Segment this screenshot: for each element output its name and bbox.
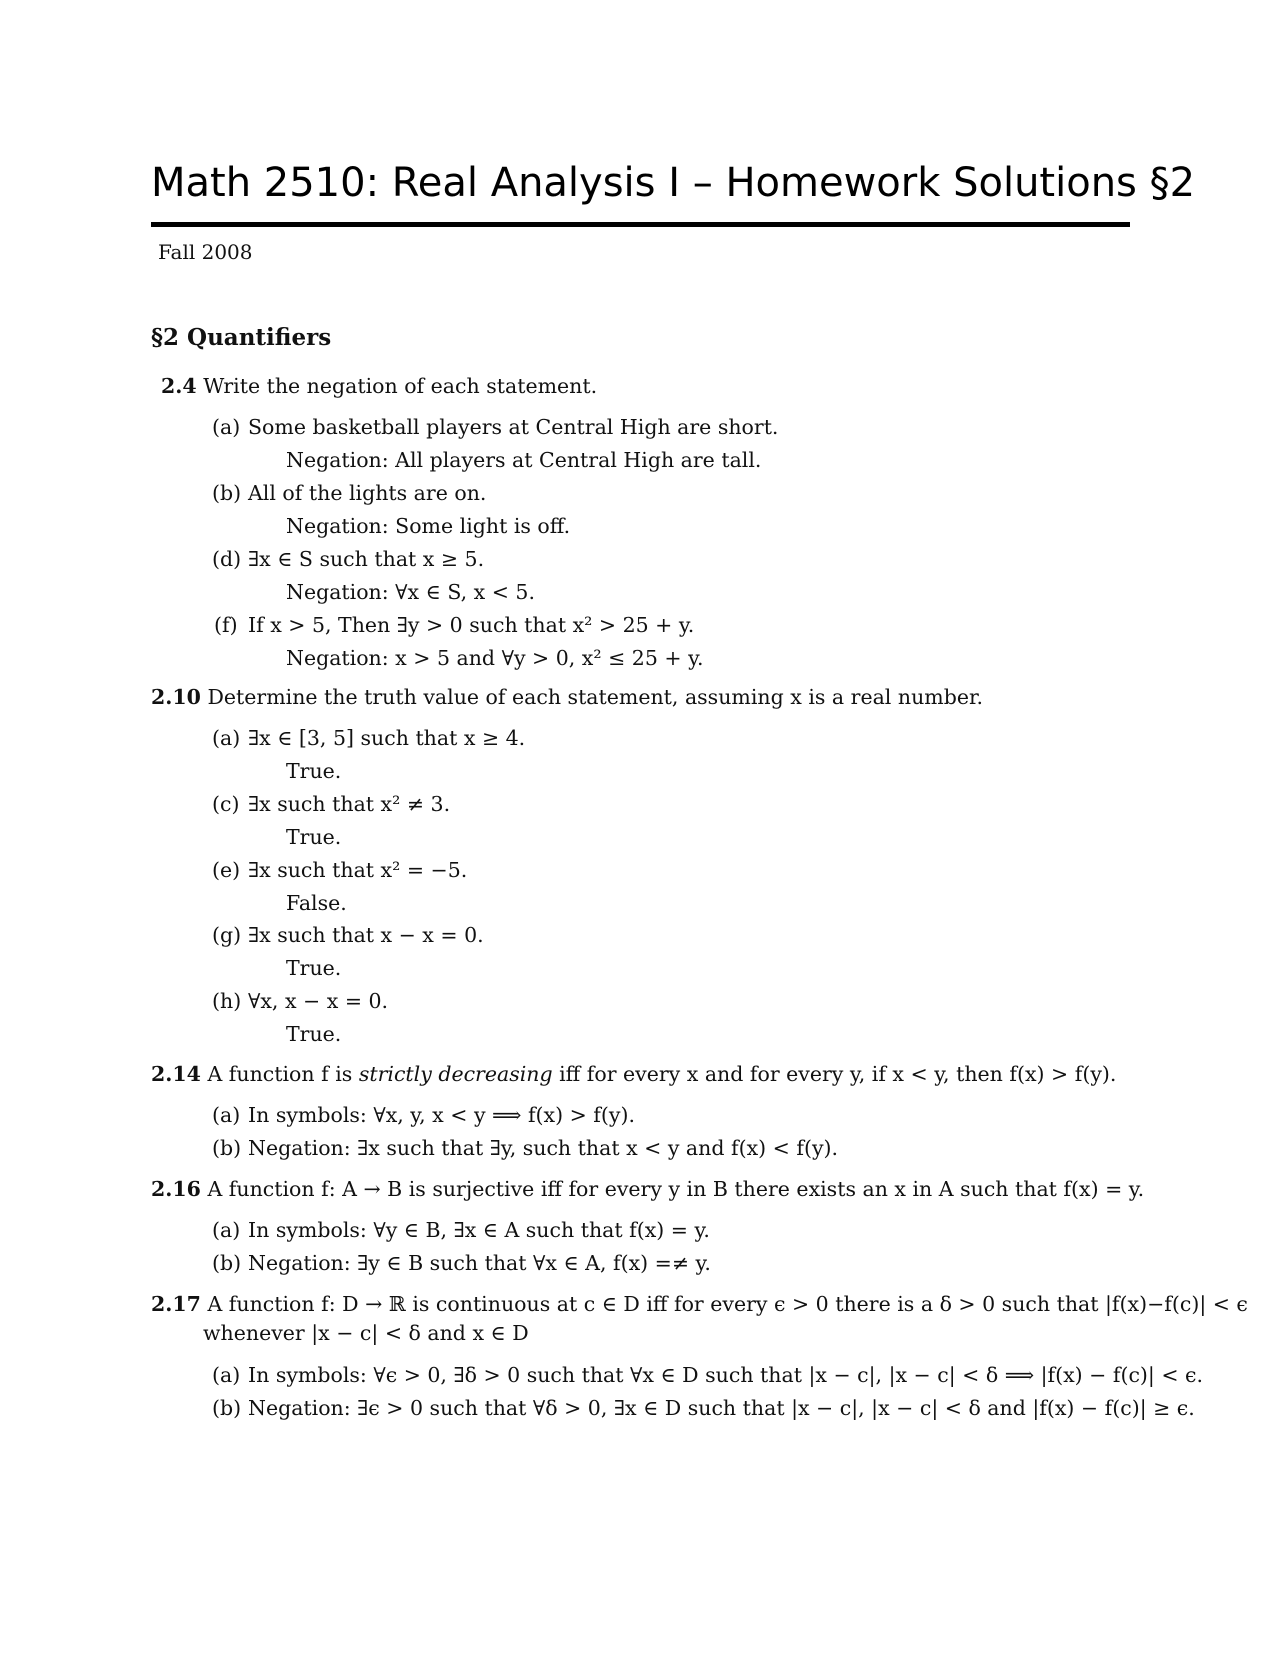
item-text: ∃x ∈ S such that x ≥ 5. (248, 547, 485, 571)
item-label: (f) (214, 613, 238, 637)
item-answer: Negation: Some light is off. (286, 514, 571, 538)
problem-number: 2.10 (151, 685, 201, 709)
problem-2-16 (151, 1179, 1144, 1200)
item-label: (b) (212, 1251, 242, 1275)
item-label: (g) (212, 923, 242, 947)
item-answer: Negation: x > 5 and ∀y > 0, x² ≤ 25 + y. (286, 646, 704, 670)
problem-text-after: iff for every x and for every y, if x < y, then f(x) > f(y). (552, 1062, 1117, 1086)
item-label: (b) (212, 1396, 242, 1420)
problem-2-17 (151, 1294, 1248, 1315)
item-text: ∃x such that x² ≠ 3. (248, 792, 451, 816)
item-label: (e) (212, 858, 241, 882)
date: Fall 2008 (158, 240, 253, 264)
item-answer: Negation: ∀x ∈ S, x < 5. (286, 580, 535, 604)
item-text: In symbols: ∀ϵ > 0, ∃δ > 0 such that ∀x ∈ D such that |x − c|, |x − c| < δ ⟹ |f(x) − f(c)| < ϵ. (248, 1363, 1204, 1387)
problem-number: 2.14 (151, 1062, 201, 1086)
problem-number: 2.4 (161, 374, 197, 398)
problem-text: Determine the truth value of each statement, assuming x is a real number. (207, 685, 984, 709)
item-text: In symbols: ∀x, y, x < y ⟹ f(x) > f(y). (248, 1103, 635, 1127)
item-answer: True. (286, 825, 342, 849)
problem-2-14 (151, 1064, 1116, 1085)
problem-text-before: A function f is (207, 1062, 359, 1086)
item-label: (a) (212, 1363, 241, 1387)
item-label: (b) (212, 1136, 242, 1160)
item-label: (h) (212, 989, 242, 1013)
item-label: (b) (212, 481, 242, 505)
item-text: ∀x, x − x = 0. (248, 989, 389, 1013)
problem-number: 2.16 (151, 1177, 201, 1201)
item-answer: Negation: All players at Central High are tall. (286, 448, 762, 472)
problem-text: Write the negation of each statement. (203, 374, 598, 398)
item-text: Negation: ∃y ∈ B such that ∀x ∈ A, f(x) =≠ y. (248, 1251, 711, 1275)
item-label: (a) (212, 415, 241, 439)
item-text: Negation: ∃ϵ > 0 such that ∀δ > 0, ∃x ∈ D such that |x − c|, |x − c| < δ and |f(x) − f(c)| ≥ ϵ. (248, 1396, 1195, 1420)
item-text: All of the lights are on. (248, 481, 487, 505)
item-text: Negation: ∃x such that ∃y, such that x < y and f(x) < f(y). (248, 1136, 839, 1160)
item-answer: True. (286, 956, 342, 980)
problem-emphasis: strictly decreasing (358, 1062, 553, 1086)
item-text: In symbols: ∀y ∈ B, ∃x ∈ A such that f(x) = y. (248, 1218, 710, 1242)
problem-text-continued: whenever |x − c| < δ and x ∈ D (203, 1321, 529, 1345)
item-label: (a) (212, 726, 241, 750)
item-label: (a) (212, 1218, 241, 1242)
problem-2-10 (151, 687, 983, 708)
problem-text: A function f: D → ℝ is continuous at c ∈ D iff for every ϵ > 0 there is a δ > 0 such that |f(x)−f(c)| < ϵ (207, 1292, 1248, 1316)
item-answer: True. (286, 1022, 342, 1046)
item-label: (a) (212, 1103, 241, 1127)
page-title: Math 2510: Real Analysis I – Homework Solutions §2 (151, 160, 1196, 206)
item-text: Some basketball players at Central High are short. (248, 415, 779, 439)
item-text: ∃x such that x − x = 0. (248, 923, 484, 947)
problem-2-4 (161, 376, 597, 397)
item-answer: True. (286, 759, 342, 783)
title-rule (151, 222, 1130, 227)
item-text: ∃x ∈ [3, 5] such that x ≥ 4. (248, 726, 526, 750)
item-answer: False. (286, 891, 347, 915)
item-text: If x > 5, Then ∃y > 0 such that x² > 25 + y. (248, 613, 695, 637)
item-label: (c) (212, 792, 240, 816)
item-text: ∃x such that x² = −5. (248, 858, 468, 882)
problem-text: A function f: A → B is surjective iff for every y in B there exists an x in A such that f(x) = y. (207, 1177, 1145, 1201)
item-label: (d) (212, 547, 242, 571)
section-heading: §2 Quantifiers (151, 324, 332, 351)
problem-number: 2.17 (151, 1292, 201, 1316)
